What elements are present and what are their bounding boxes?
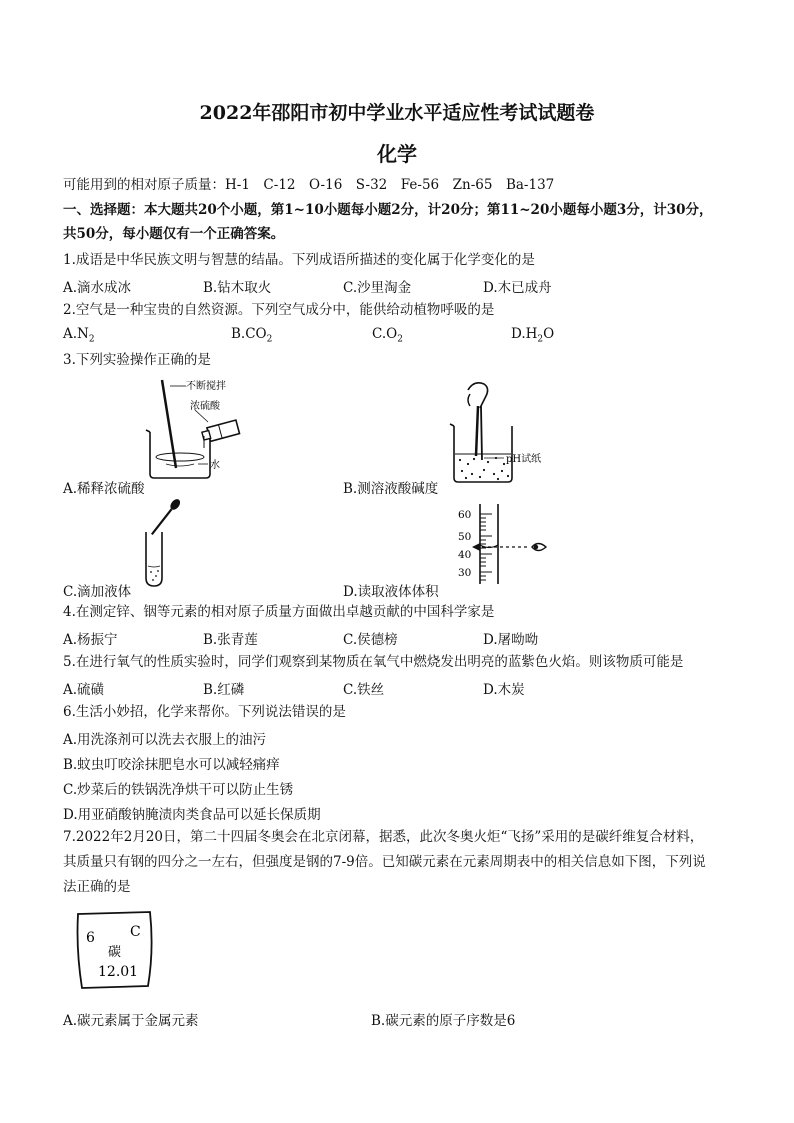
q6-option-d: D.用亚硝酸钠腌渍肉类食品可以延长保质期 [63,807,321,823]
figure-dropper [138,498,198,588]
q4-option-b: B.张青莲 [203,632,258,648]
figure-dilute-acid [140,372,260,482]
q4-stem: 4.在测定锌、铟等元素的相对原子质量方面做出卓越贡献的中国科学家是 [63,604,495,620]
fig-d-tick-50: 50 [458,531,472,543]
q5-stem: 5.在进行氧气的性质实验时，同学们观察到某物质在氧气中燃烧发出明亮的蓝紫色火焰。则该物质可能是 [63,654,684,670]
fig-b-label-ph: pH试纸 [506,454,542,465]
q2-option-a: $A.N_2$ [63,326,95,345]
q7-option-a: A.碳元素属于金属元素 [63,1013,199,1029]
fig-d-tick-60: 60 [458,509,472,521]
q3-option-b: B.测溶液酸碱度 [343,481,439,497]
figure-ph-test [440,376,560,486]
q6-option-b: B.蚊虫叮咬涂抹肥皂水可以减轻痛痒 [63,757,280,773]
q5-option-c: C.铁丝 [343,682,385,698]
q6-option-a: A.用洗涤剂可以洗去衣服上的油污 [63,732,267,748]
q5-option-d: D.木炭 [483,682,525,698]
fig-d-tick-30: 30 [458,567,472,579]
q3-option-c: C.滴加液体 [63,584,132,600]
carbon-element-card [76,910,156,990]
element-name: 碳 [108,945,122,960]
figure-cylinder-reading [450,500,560,590]
element-mass: 12.01 [98,964,139,980]
exam-title: 2022年邵阳市初中学业水平适应性考试试题卷 [199,102,595,124]
q1-option-c: C.沙里淘金 [343,280,412,296]
subject-title: 化学 [377,142,417,166]
q4-option-d: D.屠呦呦 [483,632,539,648]
q1-stem: 1.成语是中华民族文明与智慧的结晶。下列成语所描述的变化属于化学变化的是 [63,252,535,268]
q4-option-a: A.杨振宁 [63,632,118,648]
q1-option-a: A.滴水成冰 [63,280,132,296]
q7-stem-line1: 7.2022年2月20日，第二十四届冬奥会在北京闭幕，据悉，此次冬奥火炬“飞扬”采用的是碳纤维复合材料， [63,829,704,845]
q7-option-b: B.碳元素的原子序数是6 [371,1013,516,1029]
q2-option-b: $B.CO_2$ [231,326,273,345]
fig-a-label-water: 水 [210,460,220,471]
q2-option-c: $C.O_2$ [372,326,403,345]
q4-option-c: C.侯德榜 [343,632,398,648]
q2-option-d: $D.H_2O$ [511,326,555,345]
q1-option-b: B.钻木取火 [203,280,272,296]
q2-stem: 2.空气是一种宝贵的自然资源。下列空气成分中，能供给动植物呼吸的是 [63,302,495,318]
q3-stem: 3.下列实验操作正确的是 [63,352,211,368]
fig-d-tick-40: 40 [458,549,472,561]
q7-stem-line3: 法正确的是 [63,879,131,895]
fig-a-label-stir: 不断搅拌 [186,381,226,392]
element-number: 6 [86,930,95,946]
atomic-masses: 可能用到的相对原子质量：H-1 C-12 O-16 S-32 Fe-56 Zn-65 Ba-137 [63,177,555,193]
element-symbol: C [130,924,141,940]
q5-option-b: B.红磷 [203,682,245,698]
section-heading-line1: 一、选择题：本大题共20个小题，第1~10小题每小题2分，计20分；第11~20小题每小题3分，计30分， [63,202,713,218]
section-heading-line2: 共50分，每小题仅有一个正确答案。 [63,226,285,242]
q3-option-a: A.稀释浓硫酸 [63,481,145,497]
fig-a-label-acid: 浓硫酸 [190,401,220,412]
q6-stem: 6.生活小妙招，化学来帮你。下列说法错误的是 [63,704,346,720]
q7-stem-line2: 其质量只有钢的四分之一左右，但强度是钢的7-9倍。已知碳元素在元素周期表中的相关信息如下图，下列说 [63,854,706,870]
q3-option-d: D.读取液体体积 [343,584,439,600]
q5-option-a: A.硫磺 [63,682,105,698]
q1-option-d: D.木已成舟 [483,280,552,296]
q6-option-c: C.炒菜后的铁锅洗净烘干可以防止生锈 [63,782,294,798]
